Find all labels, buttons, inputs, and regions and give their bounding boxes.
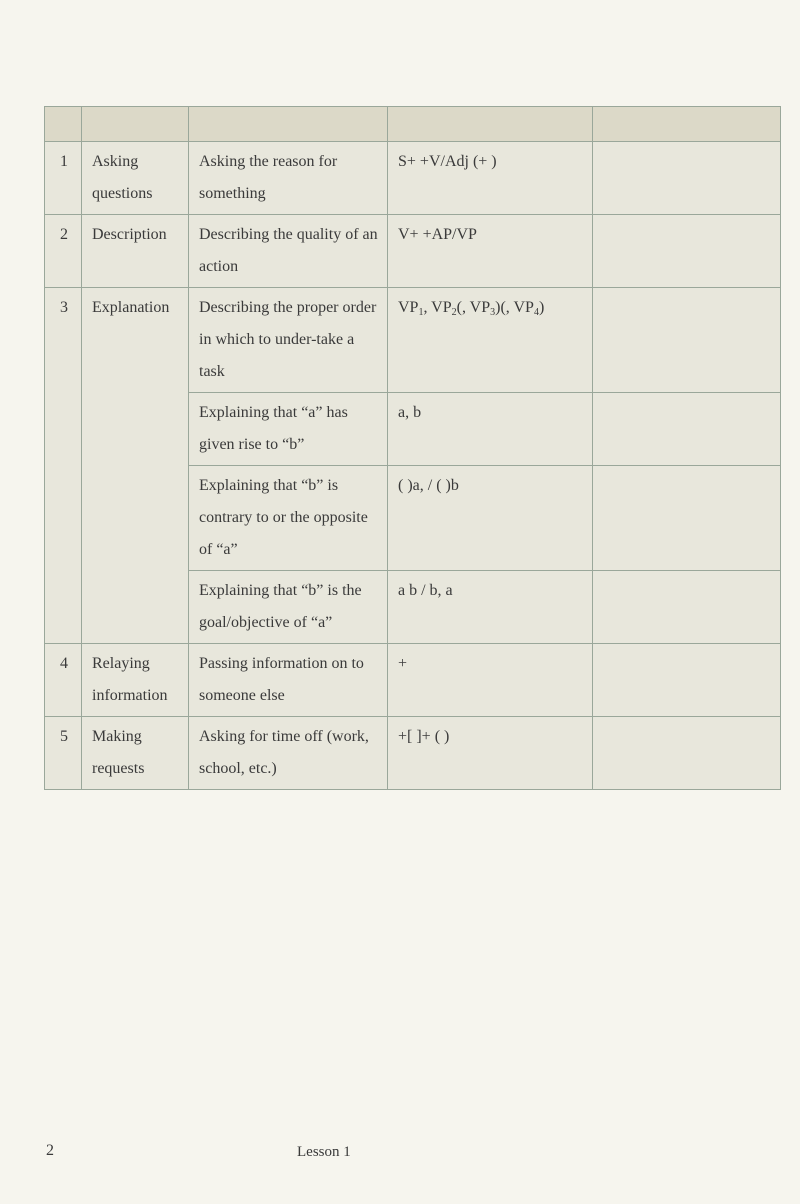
expression-cell [189, 288, 388, 393]
function-english: Asking questions [92, 153, 153, 202]
function-cell [82, 215, 189, 288]
header-function [82, 107, 189, 142]
example-cell [593, 466, 781, 571]
example-cell [593, 215, 781, 288]
expression-english: Describing the proper order in which to under-take a task [199, 299, 377, 380]
page-number: 2 [46, 1142, 54, 1159]
expression-cell [189, 393, 388, 466]
expression-english: Asking for time off (work, school, etc.) [199, 728, 369, 777]
structure-cell: + [388, 644, 593, 717]
expression-english: Describing the quality of an action [199, 226, 378, 275]
row-number: 3 [45, 288, 82, 644]
example-cell [593, 717, 781, 790]
structure-part: , VP [423, 299, 452, 316]
structure-cell [388, 288, 593, 393]
expression-english: Asking the reason for something [199, 153, 338, 202]
table-header-row [45, 107, 781, 142]
expression-cell [189, 571, 388, 644]
function-table [44, 106, 781, 790]
expression-cell [189, 717, 388, 790]
structure-cell: V+ +AP/VP [388, 215, 593, 288]
example-cell [593, 393, 781, 466]
table-row [45, 644, 781, 717]
function-english: Explanation [92, 299, 170, 316]
structure-subscript: 2 [451, 307, 457, 318]
example-cell [593, 571, 781, 644]
function-cell [82, 142, 189, 215]
table-row [45, 215, 781, 288]
structure-subscript: 4 [533, 307, 539, 318]
header-expression [189, 107, 388, 142]
example-cell [593, 288, 781, 393]
table-row [45, 288, 781, 393]
structure-part: ) [538, 299, 545, 316]
lesson-label: Lesson 1 [297, 1144, 351, 1160]
expression-english: Explaining that “b” is the goal/objective of “a” [199, 582, 362, 631]
row-number: 5 [45, 717, 82, 790]
structure-subscript: 1 [418, 307, 424, 318]
structure-part: (, VP [456, 299, 491, 316]
function-english: Relaying information [92, 655, 168, 704]
function-cell [82, 644, 189, 717]
expression-english: Explaining that “a” has given rise to “b” [199, 404, 348, 453]
header-example [593, 107, 781, 142]
row-number: 2 [45, 215, 82, 288]
example-cell [593, 142, 781, 215]
expression-english: Passing information on to someone else [199, 655, 364, 704]
structure-subscript: 3 [490, 307, 496, 318]
structure-cell: S+ +V/Adj (+ ) [388, 142, 593, 215]
structure-cell: ( )a, / ( )b [388, 466, 593, 571]
example-cell [593, 644, 781, 717]
structure-cell: a b / b, a [388, 571, 593, 644]
function-cell [82, 288, 189, 644]
row-number: 1 [45, 142, 82, 215]
function-english: Making requests [92, 728, 145, 777]
expression-cell [189, 466, 388, 571]
table-row [45, 717, 781, 790]
expression-cell [189, 215, 388, 288]
structure-part: )(, VP [495, 299, 534, 316]
structure-cell: +[ ]+ ( ) [388, 717, 593, 790]
header-structure [388, 107, 593, 142]
function-english: Description [92, 226, 167, 243]
function-cell [82, 717, 189, 790]
row-number: 4 [45, 644, 82, 717]
expression-cell [189, 142, 388, 215]
structure-part: VP [398, 299, 419, 316]
expression-cell [189, 644, 388, 717]
header-number [45, 107, 82, 142]
structure-cell: a, b [388, 393, 593, 466]
table-row [45, 142, 781, 215]
expression-english: Explaining that “b” is contrary to or the opposite of “a” [199, 477, 368, 558]
